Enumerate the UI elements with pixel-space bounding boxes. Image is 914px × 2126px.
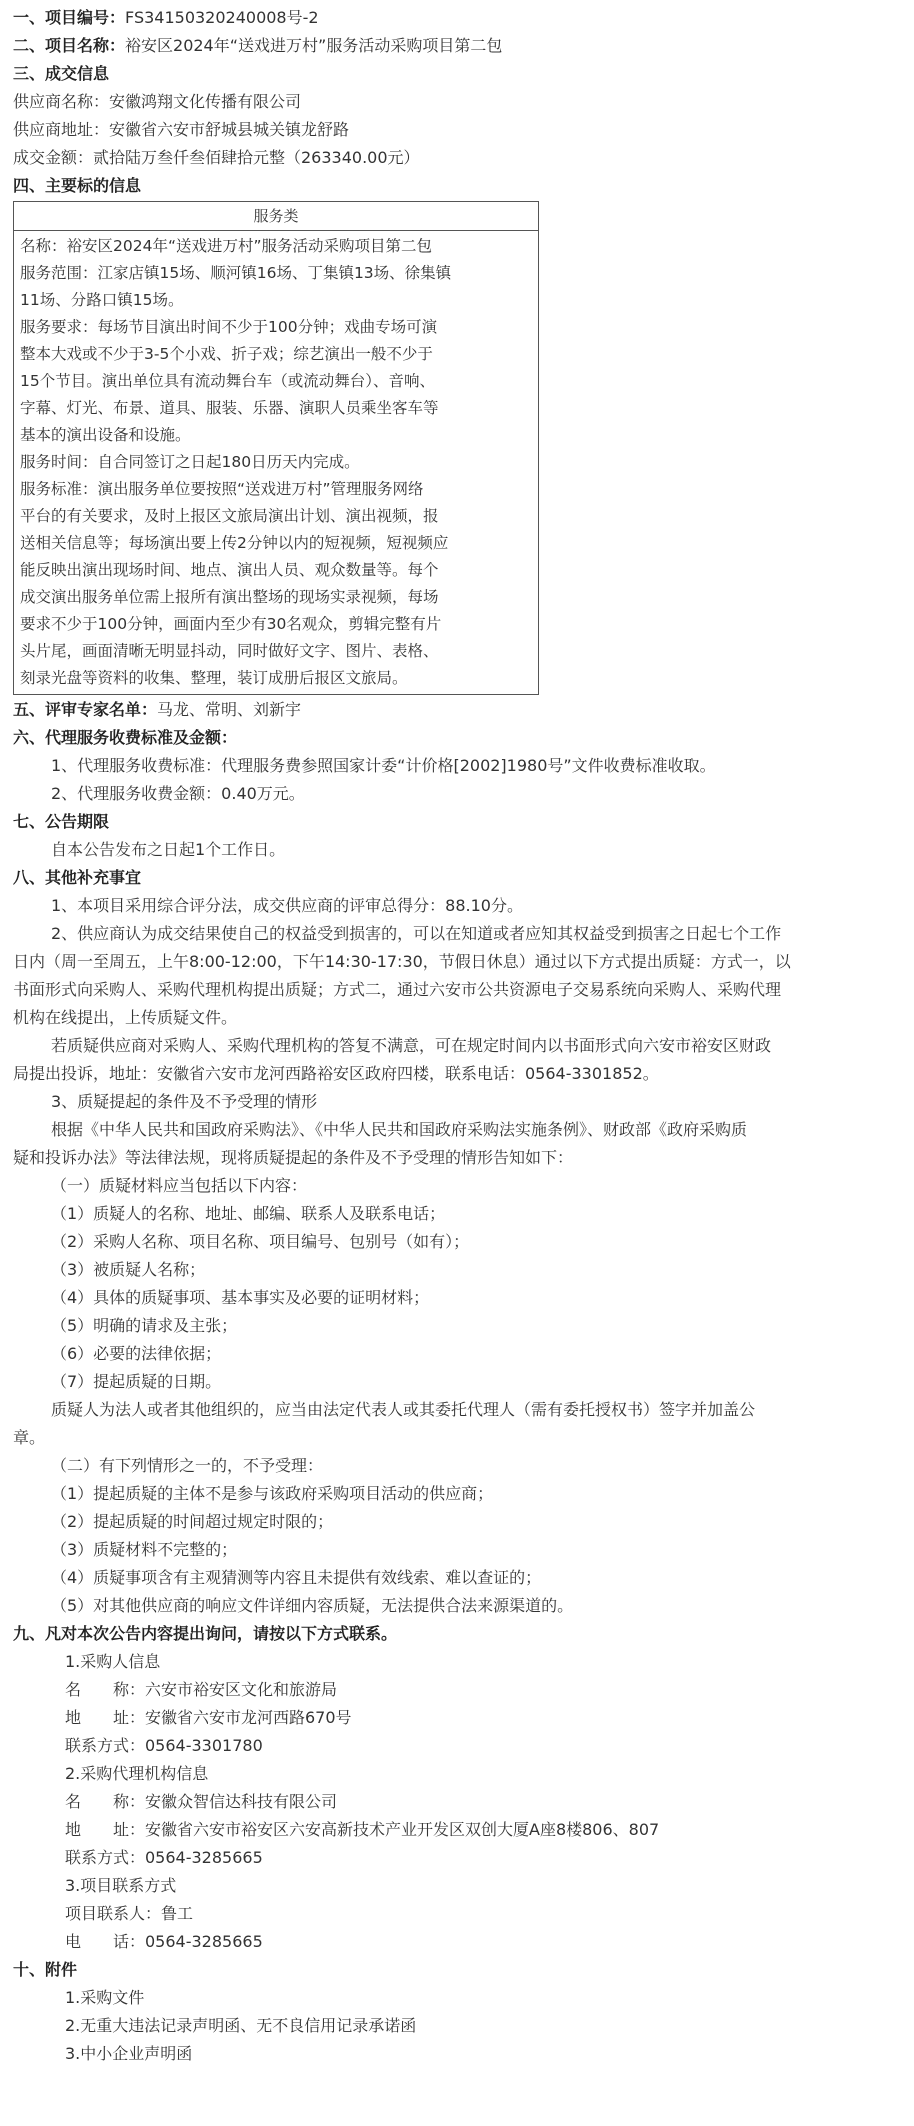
challenge-paragraph: 2、供应商认为成交结果使自己的权益受到损害的，可以在知道或者应知其权益受到损害之日起七个工作 bbox=[51, 924, 782, 943]
section-heading: 八、其他补充事宜 bbox=[13, 868, 142, 887]
list-title: （二）有下列情形之一的，不予受理： bbox=[51, 1456, 324, 1475]
table-line: 整本大戏或不少于3-5个小戏、折子戏；综艺演出一般不少于 bbox=[20, 345, 433, 363]
fee-standard: 1、代理服务收费标准：代理服务费参照国家计委“计价格[2002]1980号”文件收费标准收取。 bbox=[51, 756, 716, 775]
table-line: 15个节目。演出单位具有流动舞台车（或流动舞台）、音响、 bbox=[20, 372, 435, 390]
challenge-paragraph: 书面形式向采购人、采购代理机构提出质疑；方式二，通过六安市公共资源电子交易系统向采购人、采购代理 bbox=[13, 980, 782, 999]
expert-names: 马龙、常明、刘新宇 bbox=[157, 700, 302, 719]
challenge-paragraph: 机构在线提出，上传质疑文件。 bbox=[13, 1008, 238, 1027]
agency-contact: 联系方式：0564-3285665 bbox=[65, 1848, 263, 1867]
agency-title: 2.采购代理机构信息 bbox=[65, 1764, 209, 1783]
complaint-paragraph: 若质疑供应商对采购人、采购代理机构的答复不满意，可在规定时间内以书面形式向六安市裕安区财政 bbox=[51, 1036, 772, 1055]
section-heading: 四、主要标的信息 bbox=[13, 176, 142, 195]
project-number: FS34150320240008号-2 bbox=[125, 8, 319, 27]
table-line: 成交演出服务单位需上报所有演出整场的现场实录视频，每场 bbox=[20, 588, 439, 606]
fee-amount: 2、代理服务收费金额：0.40万元。 bbox=[51, 784, 305, 803]
table-line: 名称：裕安区2024年“送戏进万村”服务活动采购项目第二包 bbox=[20, 237, 433, 255]
table-line: 要求不少于100分钟，画面内至少有30名观众，剪辑完整有片 bbox=[20, 615, 442, 633]
list-item: （5）对其他供应商的响应文件详细内容质疑，无法提供合法来源渠道的。 bbox=[51, 1596, 574, 1615]
purchaser-name: 名 称：六安市裕安区文化和旅游局 bbox=[65, 1680, 338, 1699]
attachment-item: 1.采购文件 bbox=[65, 1988, 145, 2007]
project-name: 裕安区2024年“送戏进万村”服务活动采购项目第二包 bbox=[125, 36, 503, 55]
complaint-paragraph: 局提出投诉，地址：安徽省六安市龙河西路裕安区政府四楼，联系电话：0564-3301852。 bbox=[13, 1064, 659, 1083]
section-heading: 九、凡对本次公告内容提出询问，请按以下方式联系。 bbox=[13, 1624, 398, 1643]
project-contact-phone: 电 话：0564-3285665 bbox=[65, 1932, 263, 1951]
legal-basis-paragraph: 疑和投诉办法》等法律法规，现将质疑提起的条件及不予受理的情形告知如下： bbox=[13, 1148, 574, 1167]
attachment-item: 3.中小企业声明函 bbox=[65, 2044, 193, 2063]
deal-amount: 成交金额：贰拾陆万叁仟叁佰肆拾元整（263340.00元） bbox=[13, 148, 420, 167]
signature-paragraph: 质疑人为法人或者其他组织的，应当由法定代表人或其委托代理人（需有委托授权书）签字并加盖公 bbox=[51, 1400, 756, 1419]
project-number-line bbox=[13, 4, 908, 32]
service-info-table bbox=[13, 201, 539, 695]
section-heading: 二、项目名称： bbox=[13, 36, 126, 55]
list-item: （5）明确的请求及主张； bbox=[51, 1316, 238, 1335]
list-item: （3）质疑材料不完整的； bbox=[51, 1540, 238, 1559]
agency-address: 地 址：安徽省六安市裕安区六安高新技术产业开发区双创大厦A座8楼806、807 bbox=[65, 1820, 660, 1839]
evaluation-score: 1、本项目采用综合评分法，成交供应商的评审总得分：88.10分。 bbox=[51, 896, 523, 915]
announcement-document bbox=[13, 4, 908, 2068]
table-caption: 服务类 bbox=[14, 202, 538, 231]
signature-paragraph: 章。 bbox=[13, 1428, 46, 1447]
conditions-heading: 3、质疑提起的条件及不予受理的情形 bbox=[51, 1092, 318, 1111]
project-contact-title: 3.项目联系方式 bbox=[65, 1876, 177, 1895]
list-item: （3）被质疑人名称； bbox=[51, 1260, 206, 1279]
table-line: 能反映出演出现场时间、地点、演出人员、观众数量等。每个 bbox=[20, 561, 439, 579]
table-line: 头片尾，画面清晰无明显抖动，同时做好文字、图片、表格、 bbox=[20, 642, 439, 660]
section-heading: 五、评审专家名单： bbox=[13, 700, 158, 719]
supplier-name: 供应商名称：安徽鸿翔文化传播有限公司 bbox=[13, 92, 302, 111]
table-line: 服务范围：江家店镇15场、顺河镇16场、丁集镇13场、徐集镇 bbox=[20, 264, 452, 282]
list-item: （2）采购人名称、项目名称、项目编号、包别号（如有）； bbox=[51, 1232, 470, 1251]
project-name-line bbox=[13, 32, 908, 60]
table-line: 送相关信息等；每场演出要上传2分钟以内的短视频，短视频应 bbox=[20, 534, 449, 552]
legal-basis-paragraph: 根据《中华人民共和国政府采购法》、《中华人民共和国政府采购法实施条例》、财政部《政府采购质 bbox=[51, 1120, 748, 1139]
section-heading: 六、代理服务收费标准及金额： bbox=[13, 728, 238, 747]
table-line: 服务时间：自合同签订之日起180日历天内完成。 bbox=[20, 453, 360, 471]
list-item: （7）提起质疑的日期。 bbox=[51, 1372, 222, 1391]
purchaser-address: 地 址：安徽省六安市龙河西路670号 bbox=[65, 1708, 352, 1727]
project-contact-person: 项目联系人：鲁工 bbox=[65, 1904, 194, 1923]
table-line: 基本的演出设备和设施。 bbox=[20, 426, 191, 444]
table-line: 刻录光盘等资料的收集、整理，装订成册后报区文旅局。 bbox=[20, 669, 408, 687]
table-line: 服务标准：演出服务单位要按照“送戏进万村”管理服务网络 bbox=[20, 480, 424, 498]
challenge-paragraph: 日内（周一至周五，上午8:00-12:00，下午14:30-17:30，节假日休息）通过以下方式提出质疑：方式一，以 bbox=[13, 952, 791, 971]
list-title: （一）质疑材料应当包括以下内容： bbox=[51, 1176, 308, 1195]
table-body bbox=[14, 231, 538, 694]
list-item: （4）质疑事项含有主观猜测等内容且未提供有效线索、难以查证的； bbox=[51, 1568, 542, 1587]
attachment-item: 2.无重大违法记录声明函、无不良信用记录承诺函 bbox=[65, 2016, 417, 2035]
list-item: （1）提起质疑的主体不是参与该政府采购项目活动的供应商； bbox=[51, 1484, 494, 1503]
expert-list-line bbox=[13, 696, 908, 724]
notice-period: 自本公告发布之日起1个工作日。 bbox=[51, 840, 286, 859]
table-line: 服务要求：每场节目演出时间不少于100分钟；戏曲专场可演 bbox=[20, 318, 438, 336]
section-heading: 三、成交信息 bbox=[13, 64, 110, 83]
purchaser-title: 1.采购人信息 bbox=[65, 1652, 161, 1671]
list-item: （2）提起质疑的时间超过规定时限的； bbox=[51, 1512, 334, 1531]
list-item: （6）必要的法律依据； bbox=[51, 1344, 222, 1363]
purchaser-contact: 联系方式：0564-3301780 bbox=[65, 1736, 263, 1755]
table-line: 字幕、灯光、布景、道具、服装、乐器、演职人员乘坐客车等 bbox=[20, 399, 439, 417]
section-heading: 一、项目编号： bbox=[13, 8, 126, 27]
table-line: 平台的有关要求，及时上报区文旅局演出计划、演出视频，报 bbox=[20, 507, 439, 525]
list-item: （1）质疑人的名称、地址、邮编、联系人及联系电话； bbox=[51, 1204, 446, 1223]
section-heading: 十、附件 bbox=[13, 1960, 78, 1979]
list-item: （4）具体的质疑事项、基本事实及必要的证明材料； bbox=[51, 1288, 430, 1307]
agency-name: 名 称：安徽众智信达科技有限公司 bbox=[65, 1792, 338, 1811]
supplier-address: 供应商地址：安徽省六安市舒城县城关镇龙舒路 bbox=[13, 120, 350, 139]
section-heading: 七、公告期限 bbox=[13, 812, 110, 831]
table-line: 11场、分路口镇15场。 bbox=[20, 291, 184, 309]
